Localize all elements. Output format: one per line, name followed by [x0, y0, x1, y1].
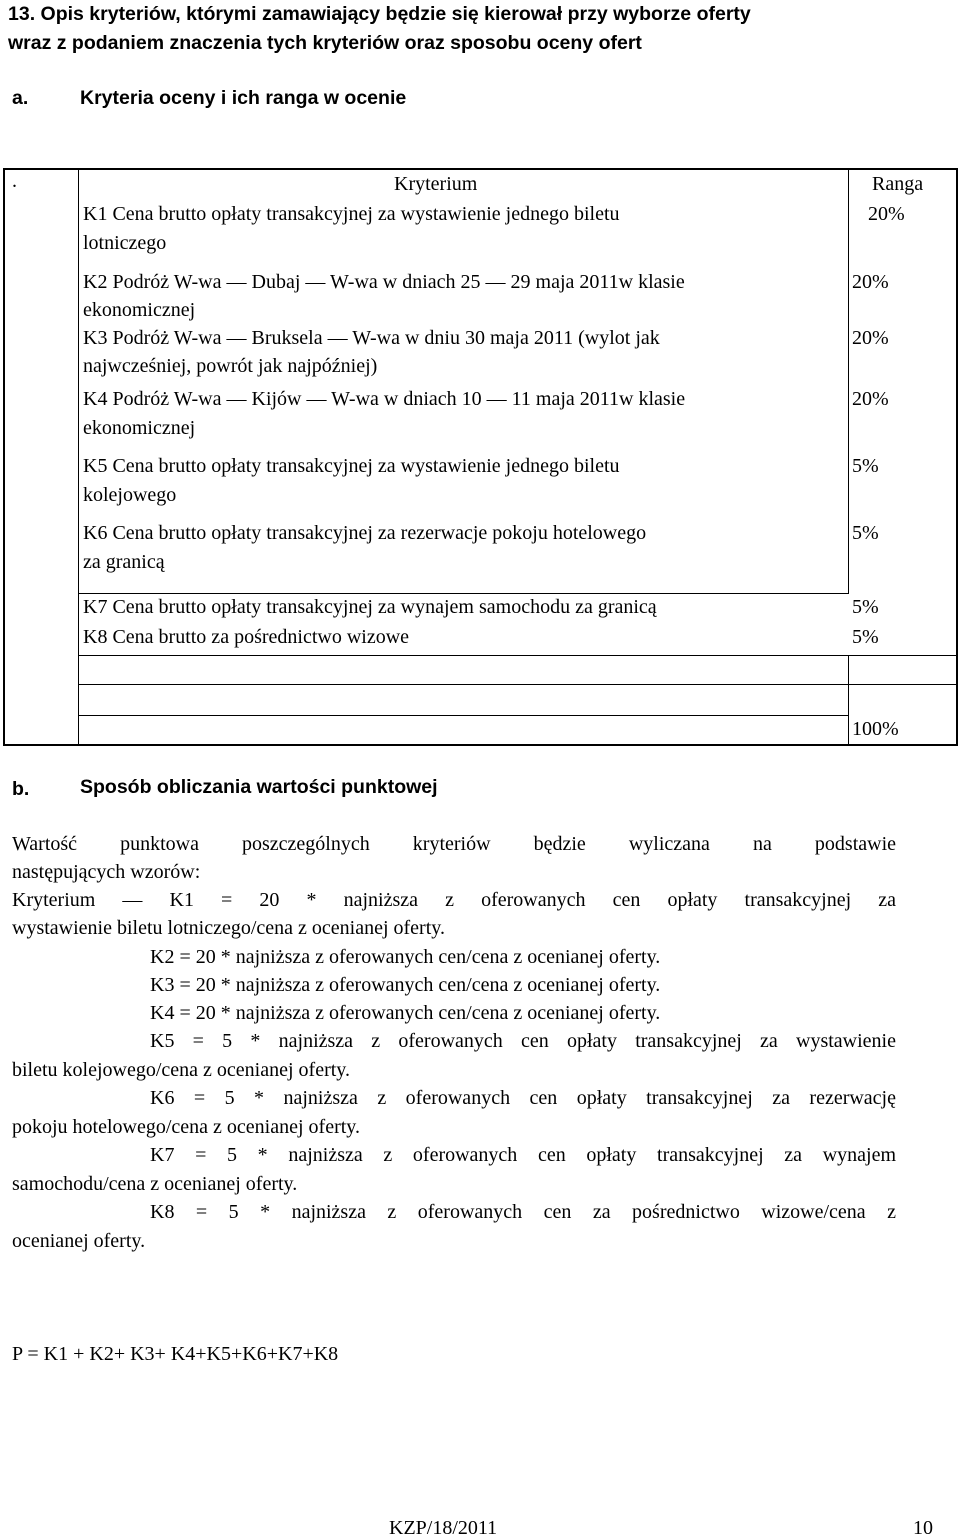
rank-k3: 20%: [852, 327, 889, 349]
header-rank: Ranga: [872, 173, 924, 195]
criterion-k2-line-2: ekonomicznej: [83, 299, 196, 321]
subsection-b-marker: b.: [12, 778, 30, 800]
criterion-k2-line-1: K2 Podróż W-wa — Dubaj — W-wa w dniach 25 — 29 maja 2011w klasie: [83, 271, 685, 293]
k7-formula-line-2: samochodu/cena z ocenianej oferty.: [12, 1173, 298, 1195]
criterion-k3-line-2: najwcześniej, powrót jak najpóźniej): [83, 355, 378, 377]
k1-formula-line-1: Kryterium — K1 = 20 * najniższa z oferowanych cen opłaty transakcyjnej za: [12, 889, 896, 911]
section-heading-line-1: 13. Opis kryteriów, którymi zamawiający będzie się kierował przy wyborze oferty: [8, 3, 751, 25]
k1-formula-line-2: wystawienie biletu lotniczego/cena z ocenianej oferty.: [12, 917, 445, 939]
page-number: 10: [913, 1517, 933, 1539]
subsection-b-title: Sposób obliczania wartości punktowej: [80, 776, 438, 798]
rank-k8: 5%: [852, 626, 879, 648]
rank-k1: 20%: [868, 203, 905, 225]
criterion-k7: K7 Cena brutto opłaty transakcyjnej za wynajem samochodu za granicą: [83, 596, 657, 618]
criterion-k1-line-2: lotniczego: [83, 232, 167, 254]
criterion-k5-line-2: kolejowego: [83, 484, 177, 506]
rank-k5: 5%: [852, 455, 879, 477]
subsection-a-title: Kryteria oceny i ich ranga w ocenie: [80, 87, 407, 109]
criterion-k6-line-1: K6 Cena brutto opłaty transakcyjnej za rezerwacje pokoju hotelowego: [83, 522, 647, 544]
footer-reference: KZP/18/2011: [389, 1517, 498, 1539]
rank-k2: 20%: [852, 271, 889, 293]
criterion-k4-line-1: K4 Podróż W-wa — Kijów — W-wa w dniach 10 — 11 maja 2011w klasie: [83, 388, 686, 410]
subsection-a-marker: a.: [12, 87, 29, 109]
rank-k6: 5%: [852, 522, 879, 544]
criterion-k8: K8 Cena brutto za pośrednictwo wizowe: [83, 626, 410, 648]
k5-formula-line-1: K5 = 5 * najniższa z oferowanych cen opłaty transakcyjnej za wystawienie: [150, 1030, 896, 1052]
k6-formula-line-1: K6 = 5 * najniższa z oferowanych cen opłaty transakcyjnej za rezerwację: [150, 1087, 896, 1109]
rank-k4: 20%: [852, 388, 889, 410]
total-formula: P = K1 + K2+ K3+ K4+K5+K6+K7+K8: [12, 1343, 339, 1365]
k7-formula-line-1: K7 = 5 * najniższa z oferowanych cen opłaty transakcyjnej za wynajem: [150, 1144, 896, 1166]
rank-total: 100%: [852, 718, 899, 740]
k2-formula: K2 = 20 * najniższa z oferowanych cen/cena z ocenianej oferty.: [150, 946, 661, 968]
criterion-k1-line-1: K1 Cena brutto opłaty transakcyjnej za wystawienie jednego biletu: [83, 203, 620, 225]
criterion-k6-line-2: za granicą: [83, 551, 165, 573]
section-heading-line-2: wraz z podaniem znaczenia tych kryteriów oraz sposobu oceny ofert: [8, 32, 642, 54]
criterion-k4-line-2: ekonomicznej: [83, 417, 196, 439]
k4-formula: K4 = 20 * najniższa z oferowanych cen/cena z ocenianej oferty.: [150, 1002, 661, 1024]
intro-line-2: następujących wzorów:: [12, 861, 201, 883]
k3-formula: K3 = 20 * najniższa z oferowanych cen/cena z ocenianej oferty.: [150, 974, 661, 996]
k5-formula-line-2: biletu kolejowego/cena z ocenianej oferty.: [12, 1059, 350, 1081]
criterion-k5-line-1: K5 Cena brutto opłaty transakcyjnej za wystawienie jednego biletu: [83, 455, 620, 477]
table-corner-dot: .: [12, 170, 17, 192]
header-criterion: Kryterium: [394, 173, 478, 195]
criterion-k3-line-1: K3 Podróż W-wa — Bruksela — W-wa w dniu 30 maja 2011 (wylot jak: [83, 327, 660, 349]
k6-formula-line-2: pokoju hotelowego/cena z ocenianej oferty.: [12, 1116, 361, 1138]
intro-line-1: Wartość punktowa poszczególnych kryteriów będzie wyliczana na podstawie: [12, 833, 896, 855]
k8-formula-line-2: ocenianej oferty.: [12, 1230, 146, 1252]
k8-formula-line-1: K8 = 5 * najniższa z oferowanych cen za pośrednictwo wizowe/cena z: [150, 1201, 896, 1223]
rank-k7: 5%: [852, 596, 879, 618]
